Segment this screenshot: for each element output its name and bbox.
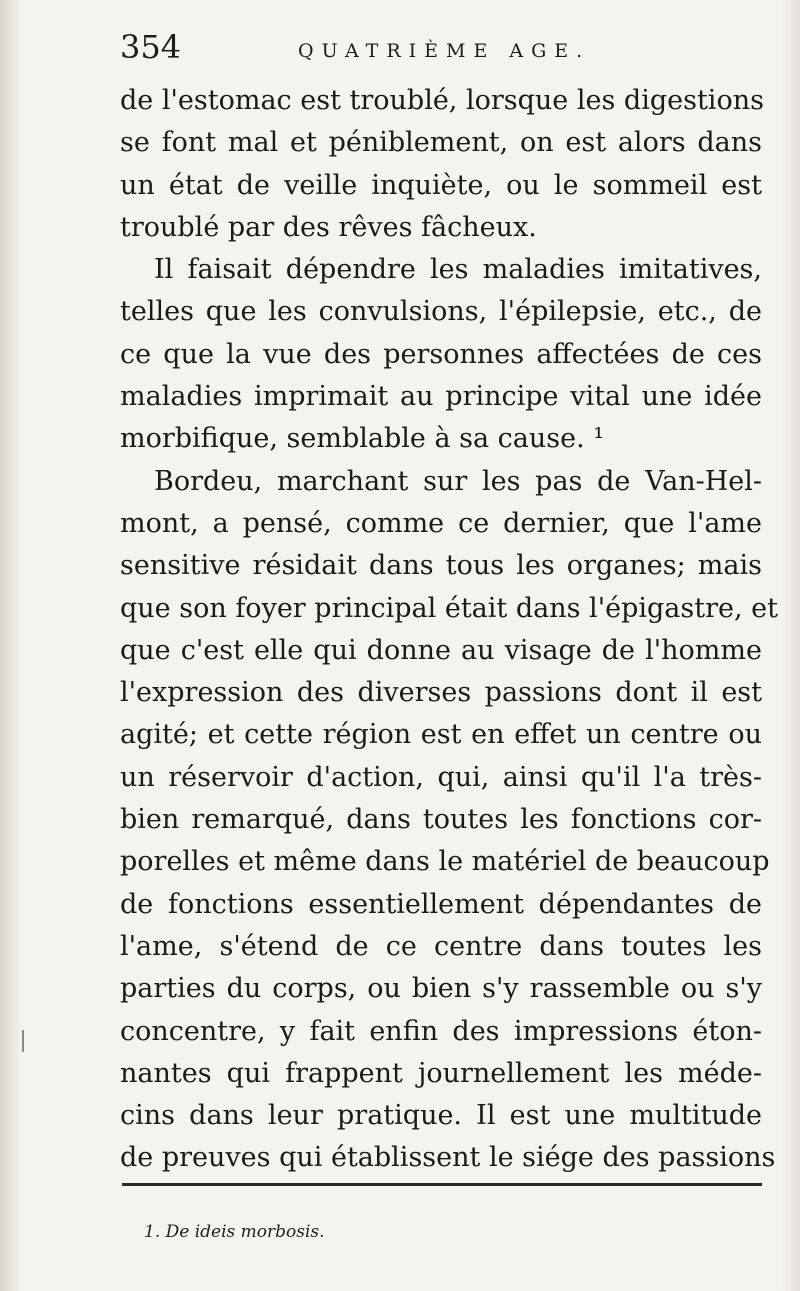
- page-edge-shadow: [782, 0, 800, 1291]
- page-number: 354: [120, 28, 182, 66]
- text-line: Il faisait dépendre les maladies imitatives,: [154, 254, 762, 286]
- footnote-rule: [122, 1183, 762, 1186]
- text-line: concentre, y fait enfin des impressions éton-: [120, 1015, 762, 1047]
- text-line: se font mal et péniblement, on est alors dans: [120, 127, 762, 159]
- text-line: troublé par des rêves fâcheux.: [120, 211, 537, 243]
- text-line: un état de veille inquiète, ou le sommeil est: [120, 169, 762, 201]
- text-line: morbifique, semblable à sa cause. ¹: [120, 423, 605, 455]
- text-line: maladies imprimait au principe vital une idée: [120, 381, 762, 413]
- text-line: agité; et cette région est en effet un centre ou: [120, 719, 762, 751]
- text-line: de fonctions essentiellement dépendantes de: [120, 888, 762, 920]
- text-line: un réservoir d'action, qui, ainsi qu'il l'a très-: [120, 761, 762, 793]
- running-head: QUATRIÈME AGE.: [298, 40, 591, 62]
- text-line: telles que les convulsions, l'épilepsie, etc., de: [120, 296, 762, 328]
- page-header: [120, 24, 760, 74]
- footnote: 1. De ideis morbosis.: [144, 1222, 325, 1242]
- gutter-shadow: [0, 0, 22, 1291]
- body-text: [120, 80, 778, 1180]
- text-line: l'ame, s'étend de ce centre dans toutes les: [120, 930, 762, 962]
- text-line: ce que la vue des personnes affectées de ces: [120, 338, 762, 370]
- text-line: cins dans leur pratique. Il est une multitude: [120, 1100, 762, 1132]
- text-line: l'expression des diverses passions dont il est: [120, 677, 762, 709]
- text-line: nantes qui frappent journellement les méde-: [120, 1057, 762, 1089]
- text-line: que c'est elle qui donne au visage de l'homme: [120, 634, 762, 666]
- text-line: que son foyer principal était dans l'épigastre, et: [120, 592, 778, 624]
- text-line: de l'estomac est troublé, lorsque les digestions: [120, 85, 764, 116]
- text-line: sensitive résidait dans tous les organes; mais: [120, 550, 762, 582]
- text-line: Bordeu, marchant sur les pas de Van-Hel-: [154, 465, 762, 497]
- text-line: bien remarqué, dans toutes les fonctions cor-: [120, 804, 762, 836]
- text-line: de preuves qui établissent le siége des passions: [120, 1142, 776, 1174]
- text-line: mont, a pensé, comme ce dernier, que l'ame: [120, 507, 762, 539]
- text-line: porelles et même dans le matériel de beaucoup: [120, 846, 770, 878]
- text-line: parties du corps, ou bien s'y rassemble ou s'y: [120, 973, 762, 1005]
- margin-mark: [22, 1030, 24, 1052]
